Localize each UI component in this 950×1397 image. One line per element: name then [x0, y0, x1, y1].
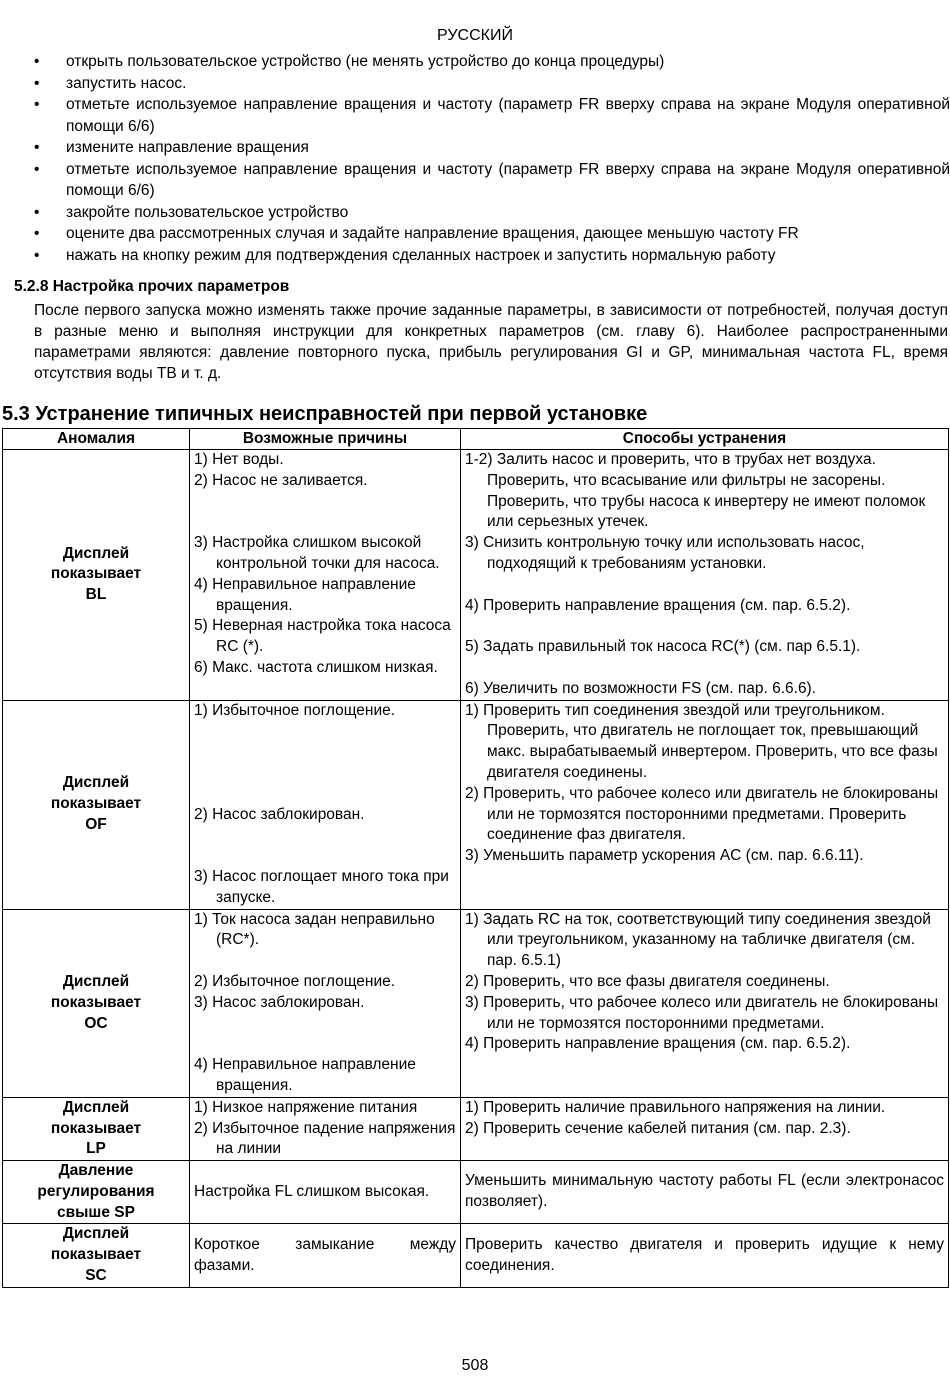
- list-item: • закройте пользовательское устройство: [14, 202, 950, 224]
- table-row: [3, 1161, 949, 1224]
- causes-cell: 1) Избыточное поглощение. 2) Насос заблокирован. 3) Насос поглощает много тока при запуске.: [190, 700, 461, 909]
- table-row: [3, 1097, 949, 1160]
- remedies-cell: 1) Задать RC на ток, соответствующий типу соединения звездой или треугольником, указанному на табличке двигателя (см. пар. 6.5.1) 2) Проверить, что все фазы двигателя соединены. 3) Проверить, что рабочее колесо или двигатель не блокированы или не тормозятся посторонними предметами. 4) Проверить направление вращения (см. пар. 6.5.2).: [461, 909, 949, 1097]
- bullet-icon: •: [34, 139, 40, 156]
- column-header-causes: Возможные причины: [190, 429, 461, 450]
- table-row: [3, 450, 949, 701]
- bullet-icon: •: [34, 160, 40, 178]
- remedies-cell: Уменьшить минимальную частоту работы FL (если электронасос позволяет).: [461, 1161, 949, 1224]
- list-item: • открыть пользовательское устройство (не менять устройство до конца процедуры): [14, 51, 950, 73]
- table-row: [3, 909, 949, 1097]
- table-header-row: [3, 429, 949, 450]
- column-header-remedies: Способы устранения: [461, 429, 949, 450]
- bullet-icon: •: [34, 96, 40, 113]
- table-row: [3, 1224, 949, 1287]
- remedies-cell: 1) Проверить наличие правильного напряжения на линии. 2) Проверить сечение кабелей питания (см. пар. 2.3).: [461, 1097, 949, 1160]
- bullet-icon: •: [34, 53, 40, 70]
- remedies-cell: 1-2) Залить насос и проверить, что в трубах нет воздуха. Проверить, что всасывание или фильтры не засорены. Проверить, что трубы насоса к инвертеру не имеют поломок или серьезных утечек. 3) Снизить контрольную точку или использовать насос, подходящий к требованиям установки. 4) Проверить направление вращения (см. пар. 6.5.2). 5) Задать правильный ток насоса RC(*) (см. пар 6.5.1). 6) Увеличить по возможности FS (см. пар. 6.6.6).: [461, 450, 949, 701]
- list-item: • измените направление вращения: [14, 137, 950, 159]
- list-item: • отметьте используемое направление вращения и частоту (параметр FR вверху справа на экране Модуля оперативной помощи 6/6): [34, 160, 950, 199]
- causes-cell: 1) Низкое напряжение питания 2) Избыточное падение напряжения на линии: [190, 1097, 461, 1160]
- anomaly-cell: Дисплей показывает BL: [3, 450, 190, 701]
- list-item: • оцените два рассмотренных случая и задайте направление вращения, дающее меньшую частоту FR: [14, 223, 950, 245]
- causes-cell: Настройка FL слишком высокая.: [190, 1161, 461, 1224]
- section-528-body: После первого запуска можно изменять также прочие заданные параметры, в зависимости от потребностей, получая доступ в разные меню и выполняя инструкции для конкретных параметров (см. главу 6). Наиболее распространенными параметрами являются: давление повторного пуска, прибыль регулирования GI и GP, минимальная частота FL, время отсутствия воды TB и т. д.: [34, 302, 948, 382]
- list-item: • нажать на кнопку режим для подтверждения сделанных настроек и запустить нормальную работу: [14, 245, 950, 267]
- section-528-title: 5.2.8 Настройка прочих параметров: [14, 278, 290, 295]
- bullet-icon: •: [34, 246, 40, 264]
- troubleshooting-table: [2, 428, 949, 1288]
- anomaly-cell: Давление регулирования свыше SP: [3, 1161, 190, 1224]
- anomaly-cell: Дисплей показывает OC: [3, 909, 190, 1097]
- list-item: • запустить насос.: [14, 73, 950, 95]
- bullet-icon: •: [34, 203, 40, 221]
- column-header-anomaly: Аномалия: [3, 429, 190, 450]
- table-row: [3, 700, 949, 909]
- causes-cell: Короткое замыкание между фазами.: [190, 1224, 461, 1287]
- causes-cell: 1) Нет воды. 2) Насос не заливается. 3) Настройка слишком высокой контрольной точки для насоса. 4) Неправильное направление вращения. 5) Неверная настройка тока насоса RC (*). 6) Макс. частота слишком низкая.: [190, 450, 461, 701]
- procedure-list: [14, 51, 950, 266]
- anomaly-cell: Дисплей показывает OF: [3, 700, 190, 909]
- bullet-icon: •: [34, 225, 40, 242]
- bullet-icon: •: [34, 74, 40, 92]
- section-53-title: 5.3 Устранение типичных неисправностей при первой установке: [2, 403, 648, 425]
- remedies-cell: Проверить качество двигателя и проверить идущие к нему соединения.: [461, 1224, 949, 1287]
- page-number: 508: [461, 1357, 489, 1374]
- list-item: • отметьте используемое направление вращения и частоту (параметр FR вверху справа на экране Модуля оперативной помощи 6/6): [34, 96, 950, 135]
- causes-cell: 1) Ток насоса задан неправильно (RC*). 2) Избыточное поглощение. 3) Насос заблокирован. 4) Неправильное направление вращения.: [190, 909, 461, 1097]
- anomaly-cell: Дисплей показывает LP: [3, 1097, 190, 1160]
- page-header: РУССКИЙ: [437, 27, 513, 44]
- remedies-cell: 1) Проверить тип соединения звездой или треугольником. Проверить, что двигатель не поглощает ток, превышающий макс. вырабатываемый инвертером. Проверить, что все фазы двигателя соединены. 2) Проверить, что рабочее колесо или двигатель не блокированы или не тормозятся посторонними предметами. Проверить соединение фаз двигателя. 3) Уменьшить параметр ускорения AC (см. пар. 6.6.11).: [461, 700, 949, 909]
- anomaly-cell: Дисплей показывает SC: [3, 1224, 190, 1287]
